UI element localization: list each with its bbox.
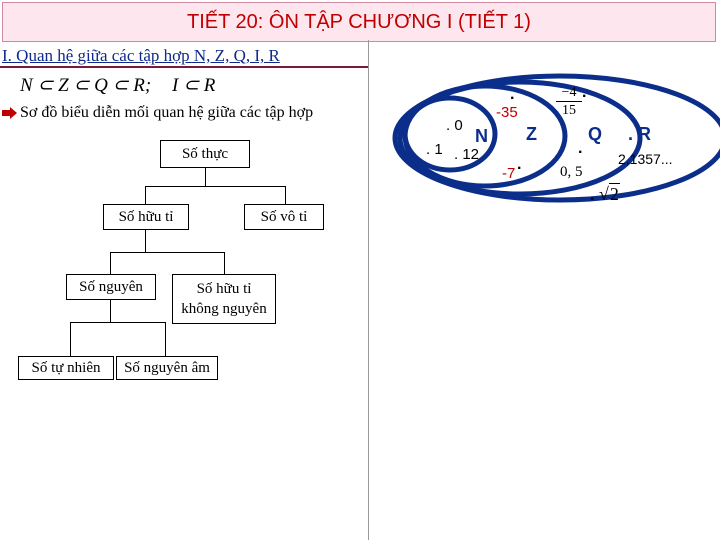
element-sqrt2 — [590, 184, 620, 205]
set-R-label: R — [638, 124, 652, 144]
node-natural-numbers: Số tự nhiên — [18, 356, 114, 380]
set-Q-label: Q — [588, 124, 603, 144]
formula-irrational-subset: I ⊂ R — [172, 75, 216, 96]
fraction-neg4-over-15 — [556, 84, 582, 120]
element-neg35: -35 — [496, 104, 518, 121]
node-rational-numbers: Số hữu tỉ — [103, 204, 189, 230]
sqrt2-dot: . — [590, 184, 599, 204]
element-1: . 1 — [426, 141, 443, 158]
set-Z-label: Z — [526, 124, 537, 144]
diagram-caption: Sơ đồ biểu diễn mối quan hệ giữa các tập hợp — [20, 104, 314, 121]
diagram-caption-row — [2, 104, 313, 122]
node-real-numbers: Số thực — [160, 140, 250, 168]
node-negative-integers: Số nguyên âm — [116, 356, 218, 380]
node-non-integer-rationals-line1: Số hữu tỉ — [196, 281, 252, 297]
node-irrational-numbers: Số vô tỉ — [244, 204, 324, 230]
fraction-denominator: 15 — [562, 103, 576, 118]
node-integers: Số nguyên — [66, 274, 156, 300]
page-title: TIẾT 20: ÔN TẬP CHƯƠNG I (TIẾT 1) — [187, 10, 531, 33]
set-N-label: N — [475, 126, 488, 146]
sqrt2-radicand: 2 — [609, 184, 619, 204]
element-neg7-dot: . — [517, 156, 522, 173]
heading-divider — [0, 66, 368, 68]
element-12: . 12 — [454, 146, 480, 163]
arrow-bullet-icon — [2, 106, 18, 120]
element-05: 0, 5 — [560, 164, 583, 180]
element-dot-top: . — [510, 86, 515, 103]
fraction-dot: . — [582, 84, 587, 101]
element-0: . 0 — [446, 117, 463, 134]
element-decimal: 2,1357... — [618, 151, 673, 167]
formula-inclusion-chain: N ⊂ Z ⊂ Q ⊂ R; — [20, 75, 152, 96]
title-bar — [2, 2, 716, 42]
fraction-numerator: −4 — [556, 84, 582, 102]
element-05-dot: . — [578, 140, 583, 157]
node-non-integer-rationals-line2: không nguyên — [181, 301, 267, 317]
sqrt-symbol: √ — [599, 184, 609, 204]
set-R-label-row: . R — [628, 124, 652, 144]
node-non-integer-rationals — [172, 274, 276, 324]
section-heading: I. Quan hệ giữa các tập hợp N, Z, Q, I, R — [2, 46, 280, 65]
element-neg7: -7 — [502, 165, 516, 182]
column-divider — [368, 40, 369, 540]
